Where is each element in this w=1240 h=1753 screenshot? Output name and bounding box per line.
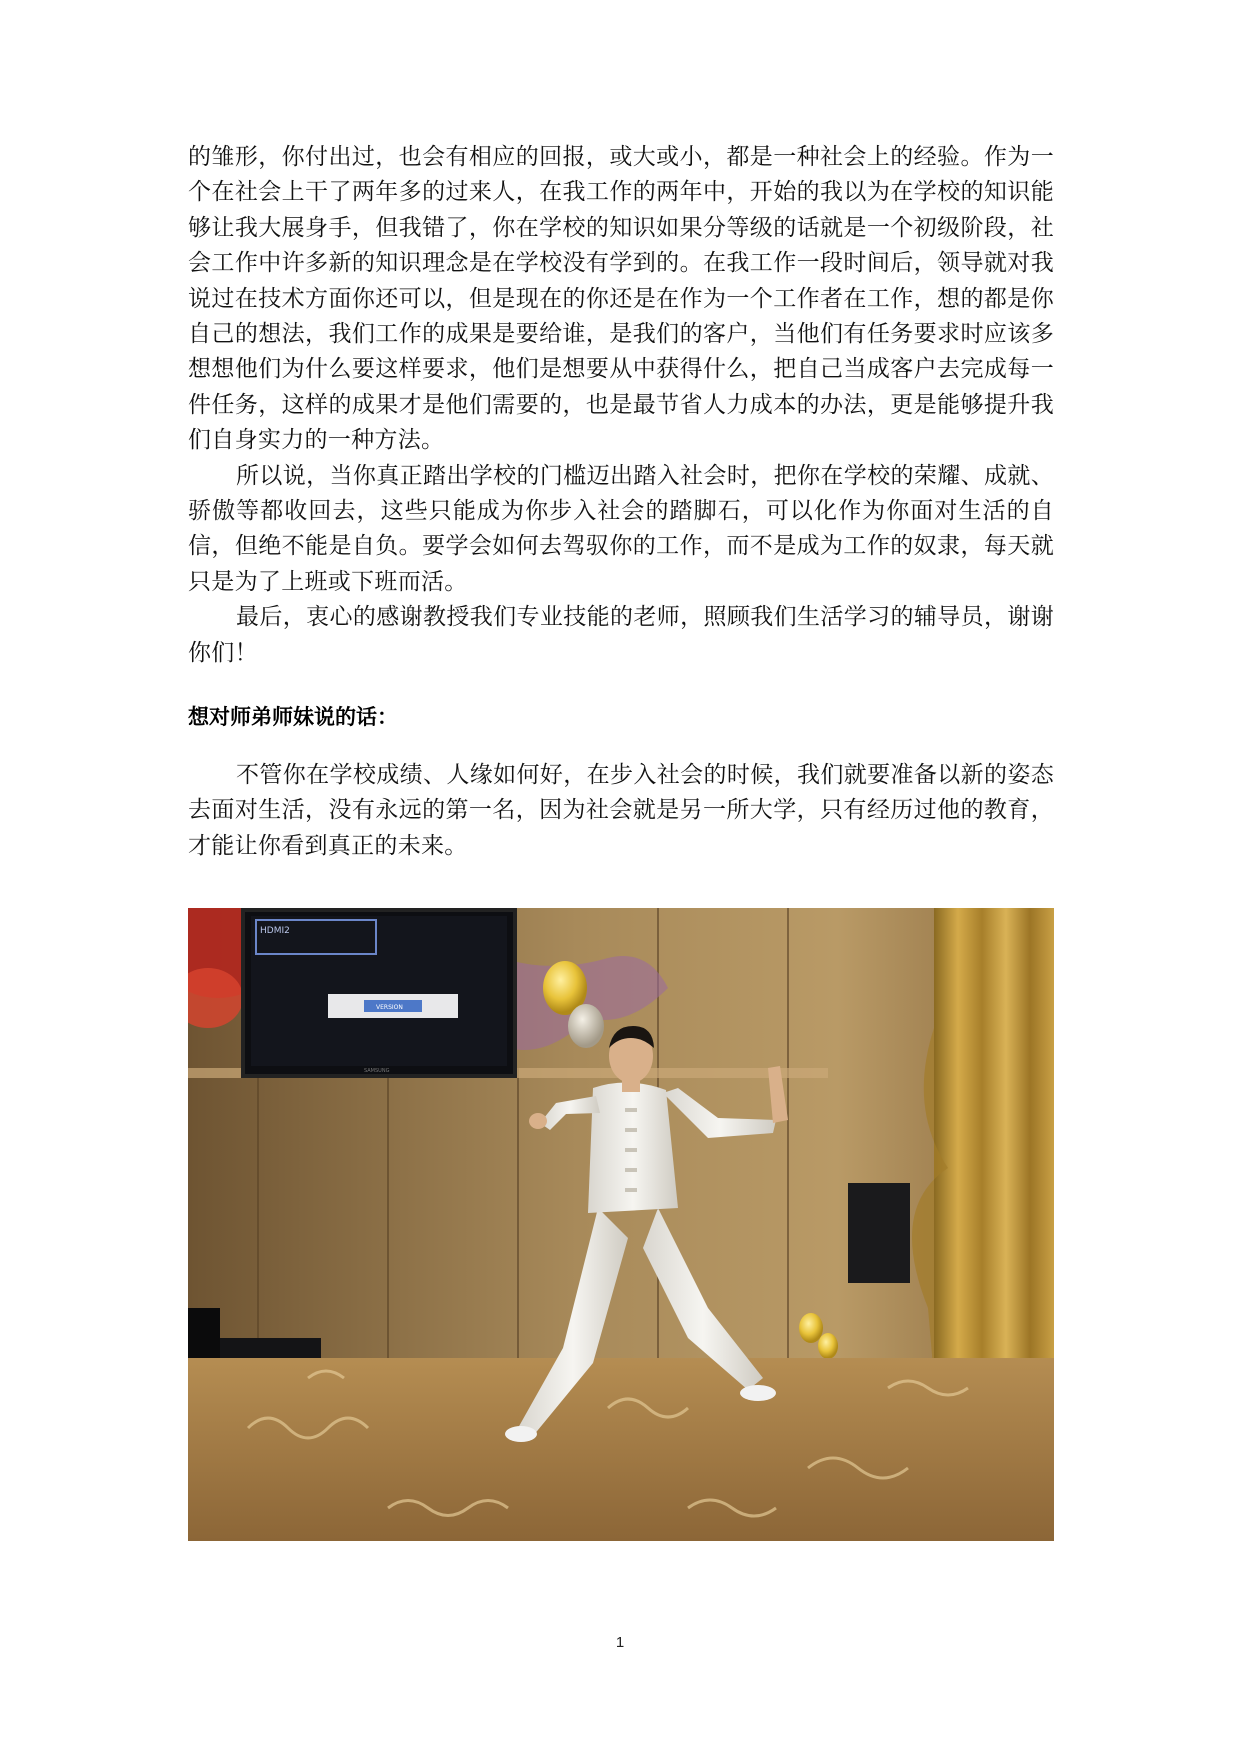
tv-input-label: HDMI2 [260, 926, 290, 936]
photo-taichi-performance [188, 908, 1054, 1541]
tv-brand-label: SAMSUNG [364, 1068, 390, 1074]
tv-dialog-label: VERSION [376, 1004, 403, 1011]
paragraph-advice: 所以说，当你真正踏出学校的门槛迈出踏入社会时，把你在学校的荣耀、成就、骄傲等都收回去，这些只能成为你步入社会的踏脚石，可以化作为你面对生活的自信，但绝不能是自负。要学会如何去驾驭你的工作，而不是成为工作的奴隶，每天就只是为了上班或下班而活。 [188, 462, 1054, 595]
paragraph-message-to-juniors: 不管你在学校成绩、人缘如何好，在步入社会的时候，我们就要准备以新的姿态去面对生活，没有永远的第一名，因为社会就是另一所大学，只有经历过他的教育，才能让你看到真正的未来。 [188, 762, 1054, 859]
document-body-bottom [188, 758, 1054, 864]
paragraph-thanks: 最后，衷心的感谢教授我们专业技能的老师，照顾我们生活学习的辅导员，谢谢你们！ [188, 604, 1054, 666]
paragraph-continuation: 的雏形，你付出过，也会有相应的回报，或大或小，都是一种社会上的经验。作为一个在社会上干了两年多的过来人，在我工作的两年中，开始的我以为在学校的知识能够让我大展身手，但我错了，你在学校的知识如果分等级的话就是一个初级阶段，社会工作中许多新的知识理念是在学校没有学到的。在我工作一段时间后，领导就对我说过在技术方面你还可以，但是现在的你还是在作为一个工作者在工作，想的都是你自己的想法，我们工作的成果是要给谁，是我们的客户，当他们有任务要求时应该多想想他们为什么要这样要求，他们是想要从中获得什么，把自己当成客户去完成每一件任务，这样的成果才是他们需要的，也是最节省人力成本的办法，更是能够提升我们自身实力的一种方法。 [188, 144, 1054, 454]
document-body-top [188, 140, 1054, 671]
section-heading: 想对师弟师妹说的话： [188, 705, 398, 729]
photo-illustration [188, 908, 1054, 1541]
page-number: 1 [615, 1634, 625, 1651]
